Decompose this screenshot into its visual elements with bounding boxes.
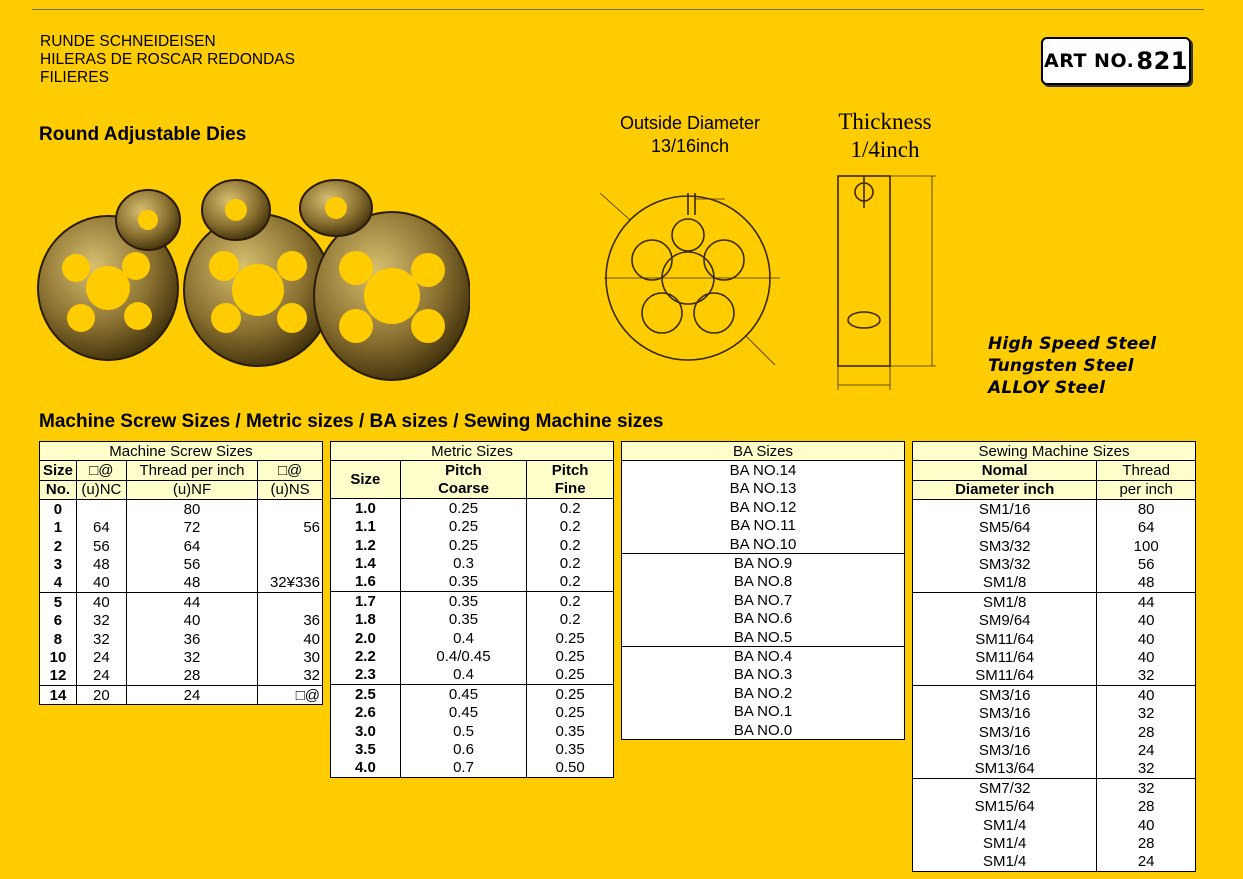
table-cell: 0.35 (400, 573, 527, 592)
metric-sizes-table (330, 441, 614, 778)
table-cell: 1.0 (331, 499, 401, 518)
table-cell: 40 (1097, 686, 1196, 705)
table-cell: 40 (126, 612, 257, 630)
table-cell: 30 (258, 648, 323, 666)
table-row (40, 593, 323, 612)
thickness-label (820, 108, 950, 164)
table-cell: 0.2 (527, 573, 614, 592)
table-cell: 2.3 (331, 666, 401, 685)
table-cell: BA NO.12 (622, 498, 905, 516)
table-cell: SM11/64 (913, 630, 1097, 648)
table-cell: 24 (76, 667, 126, 686)
table-cell: 2 (40, 537, 77, 555)
table-row (331, 499, 614, 518)
table-cell: 0.5 (400, 722, 527, 740)
table-row (331, 740, 614, 758)
column-header: Nomal (913, 461, 1097, 480)
table-cell: 0.2 (527, 518, 614, 536)
materials-list (988, 333, 1156, 399)
table-cell: 0 (40, 500, 77, 519)
table-cell: SM3/16 (913, 723, 1097, 741)
table-cell: 1.4 (331, 554, 401, 572)
table-row (622, 554, 905, 573)
dies-photo (36, 178, 470, 388)
table-row (622, 628, 905, 647)
column-header: Size (331, 461, 401, 499)
table-cell: 1 (40, 519, 77, 537)
table-cell: 0.25 (527, 647, 614, 665)
table-row (331, 759, 614, 778)
column-header: per inch (1097, 480, 1196, 499)
table-cell: 24 (76, 648, 126, 666)
table-row (913, 816, 1196, 834)
table-row (331, 666, 614, 685)
table-cell: 0.35 (400, 611, 527, 629)
table-row (913, 723, 1196, 741)
table-row (622, 573, 905, 591)
table-cell: 8 (40, 630, 77, 648)
table-row (622, 647, 905, 666)
table-cell: 40 (76, 593, 126, 612)
article-number: 821 (1136, 47, 1189, 75)
table-cell: 72 (126, 519, 257, 537)
table-cell: 10 (40, 648, 77, 666)
table-cell: BA NO.0 (622, 721, 905, 740)
table-row (40, 500, 323, 519)
table-row (622, 610, 905, 628)
table-cell: 0.25 (527, 685, 614, 704)
table-cell: 64 (76, 519, 126, 537)
table-row (40, 555, 323, 573)
table-row (40, 648, 323, 666)
table-cell: 1.2 (331, 536, 401, 554)
table-cell (258, 500, 323, 519)
column-header: Thread per inch (126, 461, 257, 480)
table-cell: BA NO.13 (622, 480, 905, 498)
table-cell: 44 (1097, 593, 1196, 612)
table-title: Metric Sizes (331, 442, 614, 461)
table-cell (76, 500, 126, 519)
table-cell: 0.45 (400, 685, 527, 704)
table-row (913, 686, 1196, 705)
thickness-title: Thickness (838, 109, 932, 134)
table-row (331, 722, 614, 740)
table-cell: 1.7 (331, 592, 401, 611)
table-cell: 32 (1097, 779, 1196, 798)
table-cell: 0.3 (400, 554, 527, 572)
column-header: (u)NS (258, 480, 323, 499)
table-cell: BA NO.14 (622, 461, 905, 480)
table-cell: 3.0 (331, 722, 401, 740)
column-header: No. (40, 480, 77, 499)
table-cell: SM3/16 (913, 704, 1097, 722)
table-cell: 4.0 (331, 759, 401, 778)
table-cell: 0.6 (400, 740, 527, 758)
outside-diameter-title: Outside Diameter (619, 113, 761, 133)
column-header: Size (40, 461, 77, 480)
table-cell: 36 (126, 630, 257, 648)
column-header: □@ (76, 461, 126, 480)
table-cell: 3 (40, 555, 77, 573)
table-cell: BA NO.3 (622, 666, 905, 684)
table-cell: 80 (1097, 500, 1196, 519)
table-row (331, 611, 614, 629)
table-row (622, 498, 905, 516)
table-title: Machine Screw Sizes (40, 442, 323, 461)
table-cell: SM1/8 (913, 593, 1097, 612)
article-prefix: ART NO. (1043, 50, 1135, 72)
table-cell: 28 (1097, 797, 1196, 815)
table-cell: 40 (258, 630, 323, 648)
table-cell: SM9/64 (913, 612, 1097, 630)
table-cell: 0.2 (527, 592, 614, 611)
table-row (331, 647, 614, 665)
table-row (622, 517, 905, 535)
table-cell: 14 (40, 686, 77, 705)
table-row (913, 648, 1196, 666)
table-cell: 0.4 (400, 629, 527, 647)
table-row (622, 702, 905, 720)
header-line-german: RUNDE SCHNEIDEISEN (40, 33, 216, 50)
table-cell: 32 (76, 630, 126, 648)
table-cell: SM3/16 (913, 741, 1097, 759)
top-divider (32, 9, 1204, 10)
table-row (40, 686, 323, 705)
table-cell: BA NO.2 (622, 684, 905, 702)
table-row (913, 741, 1196, 759)
column-header: (u)NF (126, 480, 257, 499)
table-cell: 0.25 (527, 629, 614, 647)
table-cell: SM1/4 (913, 834, 1097, 852)
table-row (622, 721, 905, 740)
table-cell: 44 (126, 593, 257, 612)
die-front-drawing (600, 185, 795, 375)
table-cell: 56 (1097, 555, 1196, 573)
column-header: (u)NC (76, 480, 126, 499)
table-cell: 56 (76, 537, 126, 555)
table-row (331, 685, 614, 704)
table-row (40, 574, 323, 593)
table-cell: 0.50 (527, 759, 614, 778)
table-row (331, 629, 614, 647)
table-cell: 5 (40, 593, 77, 612)
table-cell: 64 (1097, 519, 1196, 537)
table-row (331, 554, 614, 572)
table-row (913, 760, 1196, 779)
table-cell: 0.35 (400, 592, 527, 611)
table-row (913, 519, 1196, 537)
table-cell: 0.25 (400, 536, 527, 554)
column-header: Diameter inch (913, 480, 1097, 499)
table-row (913, 593, 1196, 612)
table-cell: 0.45 (400, 703, 527, 721)
table-row (622, 684, 905, 702)
table-row (913, 630, 1196, 648)
table-row (40, 612, 323, 630)
table-row (913, 500, 1196, 519)
table-cell: 28 (126, 667, 257, 686)
table-cell: SM1/4 (913, 816, 1097, 834)
product-title: Round Adjustable Dies (39, 124, 247, 145)
table-cell (258, 593, 323, 612)
table-cell: 1.1 (331, 518, 401, 536)
table-cell (258, 555, 323, 573)
table-cell: 0.4 (400, 666, 527, 685)
table-cell: BA NO.5 (622, 628, 905, 647)
table-cell: 32 (126, 648, 257, 666)
table-cell: 64 (126, 537, 257, 555)
machine-screw-table (39, 441, 323, 705)
table-row (622, 480, 905, 498)
table-row (913, 537, 1196, 555)
table-cell: 32 (76, 612, 126, 630)
table-row (40, 537, 323, 555)
table-cell: 1.8 (331, 611, 401, 629)
table-cell: □@ (258, 686, 323, 705)
table-cell: 32 (1097, 704, 1196, 722)
table-cell: BA NO.6 (622, 610, 905, 628)
table-cell: 32 (1097, 667, 1196, 686)
table-row (913, 779, 1196, 798)
ba-sizes-table (621, 441, 905, 740)
table-cell: 40 (1097, 612, 1196, 630)
table-cell: 6 (40, 612, 77, 630)
table-cell: 0.25 (400, 518, 527, 536)
article-number-badge (1041, 37, 1191, 85)
table-cell: 48 (76, 555, 126, 573)
table-cell: SM11/64 (913, 667, 1097, 686)
table-cell: 0.2 (527, 536, 614, 554)
outside-diameter-value: 13/16inch (650, 136, 730, 156)
table-cell: 48 (1097, 574, 1196, 593)
table-cell: 1.6 (331, 573, 401, 592)
table-cell: BA NO.7 (622, 591, 905, 609)
table-cell: 0.25 (400, 499, 527, 518)
table-cell: BA NO.9 (622, 554, 905, 573)
table-cell: 0.25 (527, 666, 614, 685)
table-cell: BA NO.4 (622, 647, 905, 666)
column-header: Thread (1097, 461, 1196, 480)
table-cell: BA NO.11 (622, 517, 905, 535)
table-cell: 12 (40, 667, 77, 686)
table-row (913, 574, 1196, 593)
table-cell: 2.0 (331, 629, 401, 647)
table-row (913, 704, 1196, 722)
table-cell: 80 (126, 500, 257, 519)
table-cell: 48 (126, 574, 257, 593)
table-cell: SM3/32 (913, 555, 1097, 573)
table-cell: SM1/16 (913, 500, 1097, 519)
table-cell: 4 (40, 574, 77, 593)
table-cell: 32 (258, 667, 323, 686)
section-title: Machine Screw Sizes / Metric sizes / BA sizes / Sewing Machine sizes (39, 411, 664, 432)
table-cell: 56 (258, 519, 323, 537)
header-line-spanish: HILERAS DE ROSCAR REDONDAS (40, 51, 295, 68)
table-cell: 40 (76, 574, 126, 593)
table-cell: 0.2 (527, 554, 614, 572)
table-cell: BA NO.1 (622, 702, 905, 720)
table-row (913, 555, 1196, 573)
sewing-machine-table (912, 441, 1196, 872)
table-cell: 0.25 (527, 703, 614, 721)
table-row (622, 535, 905, 554)
table-cell: BA NO.8 (622, 573, 905, 591)
table-cell: 2.5 (331, 685, 401, 704)
table-row (913, 853, 1196, 872)
table-cell: SM3/32 (913, 537, 1097, 555)
table-row (40, 630, 323, 648)
table-cell: SM13/64 (913, 760, 1097, 779)
table-cell: 100 (1097, 537, 1196, 555)
table-cell: 36 (258, 612, 323, 630)
table-cell: 0.35 (527, 740, 614, 758)
table-cell: 32 (1097, 760, 1196, 779)
column-header: Pitch (527, 461, 614, 480)
table-row (331, 592, 614, 611)
header-titles (40, 33, 295, 87)
table-cell: 40 (1097, 630, 1196, 648)
table-row (40, 667, 323, 686)
table-cell: BA NO.10 (622, 535, 905, 554)
die-side-drawing (828, 170, 940, 395)
table-cell: SM15/64 (913, 797, 1097, 815)
table-cell: 0.2 (527, 499, 614, 518)
table-row (913, 797, 1196, 815)
column-header: Coarse (400, 480, 527, 499)
table-row (40, 519, 323, 537)
table-cell: SM11/64 (913, 648, 1097, 666)
table-row (622, 461, 905, 480)
table-title: Sewing Machine Sizes (913, 442, 1196, 461)
table-cell: 24 (126, 686, 257, 705)
table-row (622, 666, 905, 684)
outside-diameter-label (600, 112, 780, 158)
table-cell: 2.6 (331, 703, 401, 721)
table-row (331, 536, 614, 554)
table-cell: SM1/8 (913, 574, 1097, 593)
table-cell: 32¥336 (258, 574, 323, 593)
header-line-french: FILIERES (40, 69, 109, 86)
table-cell: 20 (76, 686, 126, 705)
table-cell: 3.5 (331, 740, 401, 758)
table-cell: SM1/4 (913, 853, 1097, 872)
material-hss: High Speed Steel (988, 334, 1157, 354)
table-row (331, 573, 614, 592)
table-cell: 28 (1097, 723, 1196, 741)
material-alloy: ALLOY Steel (988, 378, 1106, 398)
table-cell: 0.7 (400, 759, 527, 778)
table-cell: 24 (1097, 853, 1196, 872)
table-cell (258, 537, 323, 555)
table-row (913, 834, 1196, 852)
table-cell: SM3/16 (913, 686, 1097, 705)
column-header: Pitch (400, 461, 527, 480)
table-cell: 0.2 (527, 611, 614, 629)
table-row (622, 591, 905, 609)
table-cell: 0.4/0.45 (400, 647, 527, 665)
material-tungsten: Tungsten Steel (988, 356, 1134, 376)
table-cell: SM5/64 (913, 519, 1097, 537)
table-row (913, 667, 1196, 686)
table-cell: 28 (1097, 834, 1196, 852)
thickness-value: 1/4inch (850, 137, 920, 162)
table-row (913, 612, 1196, 630)
column-header: □@ (258, 461, 323, 480)
table-row (331, 703, 614, 721)
table-cell: SM7/32 (913, 779, 1097, 798)
table-cell: 40 (1097, 816, 1196, 834)
table-cell: 56 (126, 555, 257, 573)
table-cell: 2.2 (331, 647, 401, 665)
table-row (331, 518, 614, 536)
table-cell: 24 (1097, 741, 1196, 759)
table-cell: 0.35 (527, 722, 614, 740)
table-cell: 40 (1097, 648, 1196, 666)
table-title: BA Sizes (622, 442, 905, 461)
column-header: Fine (527, 480, 614, 499)
